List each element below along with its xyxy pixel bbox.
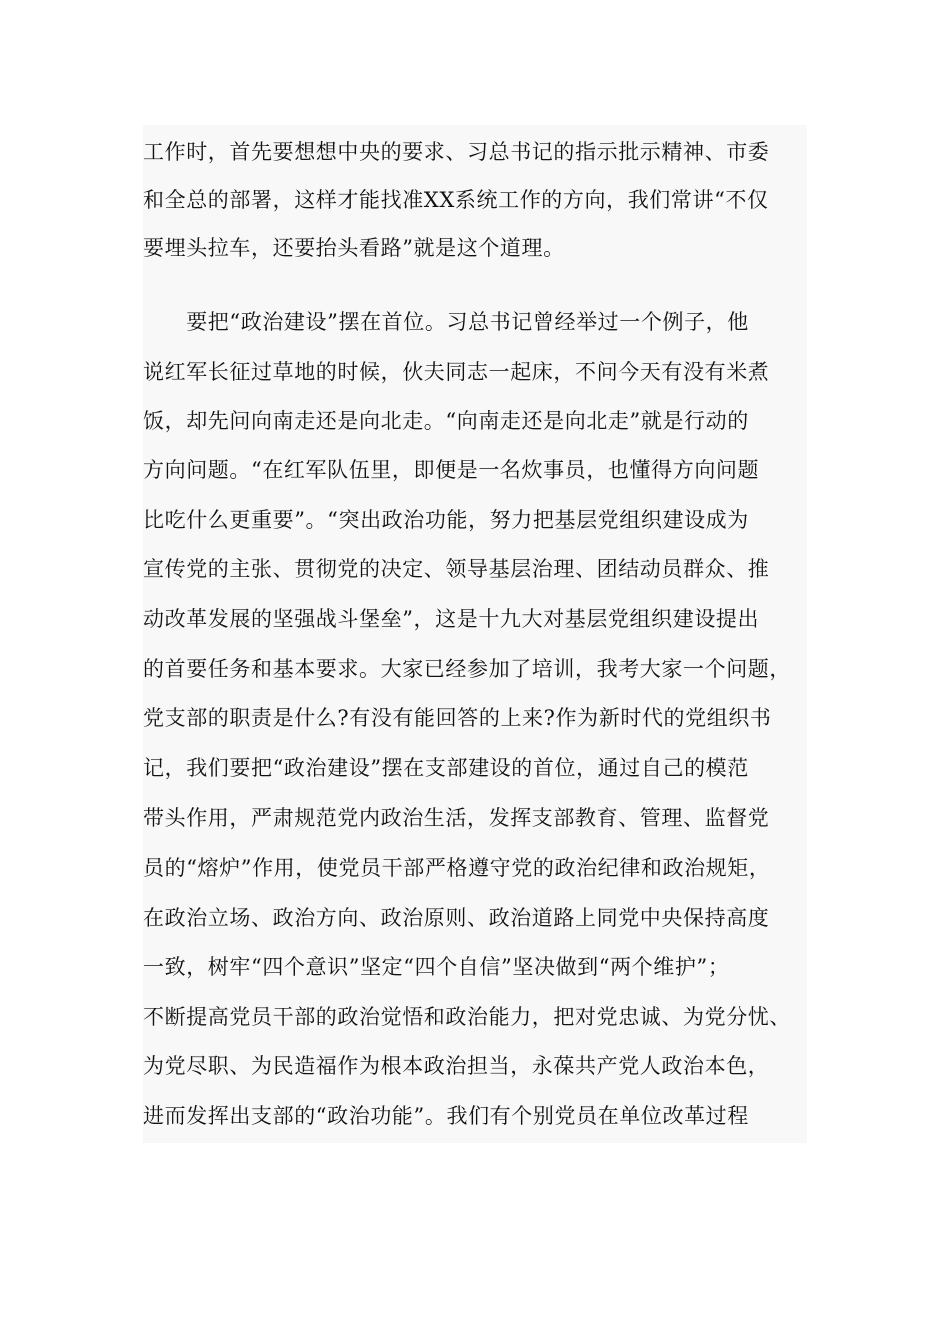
text-line: 要把“政治建设”摆在首位。习总书记曾经举过一个例子，他	[143, 310, 749, 334]
text-line: 党支部的职责是什么?有没有能回答的上来?作为新时代的党组织书	[143, 706, 772, 730]
text-line: 员的“熔炉”作用，使党员干部严格遵守党的政治纪律和政治规矩，	[143, 856, 771, 880]
text-line: 宣传党的主张、贯彻党的决定、领导基层治理、团结动员群众、推	[143, 557, 770, 581]
text-line: 说红军长征过草地的时候，伙夫同志一起床，不问今天有没有米煮	[143, 360, 770, 384]
text-line: 动改革发展的坚强战斗堡垒”，这是十九大对基层党组织建设提出	[143, 607, 760, 631]
text-line: 饭，却先问向南走还是向北走。“向南走还是向北走”就是行动的	[143, 409, 749, 433]
text-line: 要埋头拉车，还要抬头看路”就是这个道理。	[143, 236, 565, 260]
text-line: 方向问题。“在红军队伍里，即便是一名炊事员，也懂得方向问题	[143, 458, 760, 482]
text-line: 工作时，首先要想想中央的要求、习总书记的指示批示精神、市委	[143, 140, 770, 164]
text-line: 比吃什么更重要”。“突出政治功能，努力把基层党组织建设成为	[143, 508, 749, 532]
text-line: 进而发挥出支部的“政治功能”。我们有个别党员在单位改革过程	[143, 1104, 749, 1128]
text-line: 不断提高党员干部的政治觉悟和政治能力，把对党忠诚、为党分忧、	[143, 1005, 791, 1029]
text-line: 一致，树牢“四个意识”坚定“四个自信”坚决做到“两个维护”；	[143, 955, 730, 979]
text-line: 带头作用，严肃规范党内政治生活，发挥支部教育、管理、监督党	[143, 806, 770, 830]
text-line: 记，我们要把“政治建设”摆在支部建设的首位，通过自己的模范	[143, 756, 749, 780]
text-line: 在政治立场、政治方向、政治原则、政治道路上同党中央保持高度	[143, 906, 770, 930]
text-line: 为党尽职、为民造福作为根本政治担当，永葆共产党人政治本色，	[143, 1054, 770, 1078]
text-line: 的首要任务和基本要求。大家已经参加了培训，我考大家一个问题，	[143, 657, 791, 681]
text-line: 和全总的部署，这样才能找准XX系统工作的方向，我们常讲“不仅	[143, 188, 769, 212]
